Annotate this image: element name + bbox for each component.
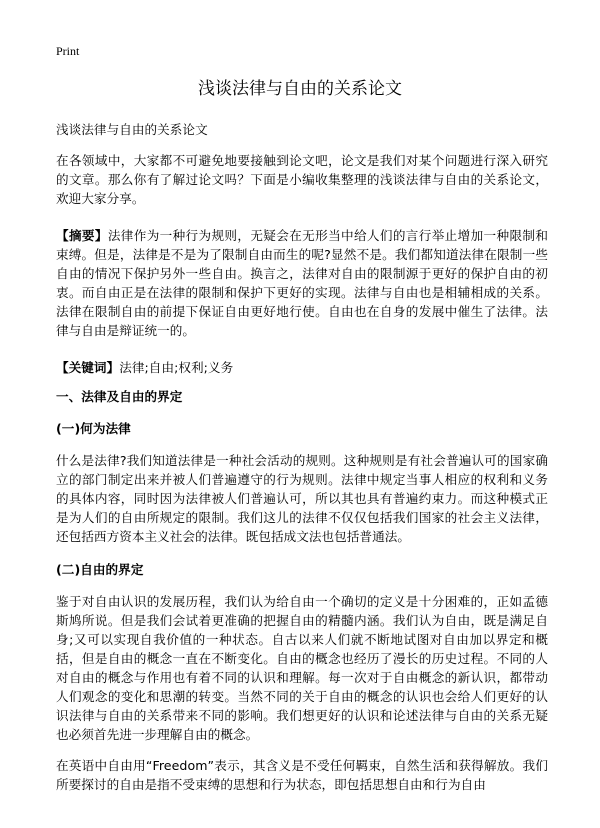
subsection-heading-law: (一)何为法律 <box>56 421 131 436</box>
print-link[interactable]: Print <box>56 44 80 58</box>
subsection-heading-freedom: (二)自由的界定 <box>56 562 144 577</box>
freedom-definition-paragraph: 鉴于对自由认识的发展历程，我们认为给自由一个确切的定义是十分困难的，正如孟德斯鸠所说。但是我们会试着更准确的把握自由的精髓内涵。我们认为自由，既是满足自身;又可以实现自我价值的一种状态。自古以来人们就不断地试图对自由加以界定和概括，但是自由的概念一直在不断变化。自由的概念也经历了漫长的历史过程。不同的人对自由的概念与作用也有着不同的认识和理解。每一次对于自由概念的新认识，都带动人们观念的变化和思潮的转变。当然不同的关于自由的概念的认识也会给人们更好的认识法律与自由的关系带来不同的影响。我们想更好的认识和论述法律与自由的关系无疑也必须首先进一步理解自由的概念。 <box>56 594 548 742</box>
intro-paragraph: 在各领域中，大家都不可避免地要接触到论文吧，论文是我们对某个问题进行深入研究的文章。那么你有了解过论文吗？下面是小编收集整理的浅谈法律与自由的关系论文，欢迎大家分享。 <box>56 153 548 206</box>
keywords-text: 法律;自由;权利;义务 <box>119 360 234 375</box>
section-heading: 一、法律及自由的界定 <box>56 389 183 404</box>
abstract-label: 【摘要】 <box>56 228 108 243</box>
document-body <box>56 120 548 807</box>
law-definition-paragraph: 什么是法律?我们知道法律是一种社会活动的规则。这种规则是有社会普遍认可的国家确立的部门制定出来并被人们普遍遵守的行为规则。法律中规定当事人相应的权利和义务的具体内容，同时因为法律被人们普遍认可，所以其也具有普遍约束力。而这种模式正是为人们的自由所规定的限制。我们这儿的法律不仅仅包括我们国家的社会主义法律，还包括西方资本主义社会的法律。既包括成文法也包括普通法。 <box>56 453 548 544</box>
abstract-text: 法律作为一种行为规则，无疑会在无形当中给人们的言行举止增加一种限制和束缚。但是，法律是不是为了限制自由而生的呢?显然不是。我们都知道法律在限制一些自由的情况下保护另外一些自由。换言之，法律对自由的限制源于更好的保护自由的初衷。而自由正是在法律的限制和保护下更好的实现。法律与自由也是相辅相成的关系。法律在限制自由的前提下保证自由更好地行使。自由也在自身的发展中催生了法律。法律与自由是辩证统一的。 <box>56 228 548 338</box>
keywords-paragraph <box>56 358 548 377</box>
document-title: 浅谈法律与自由的关系论文 <box>198 79 402 99</box>
keywords-label: 【关键词】 <box>56 360 120 375</box>
freedom-english-paragraph: 在英语中自由用“Freedom”表示，其含义是不受任何羁束，自然生活和获得解放。我们所要探讨的自由是指不受束缚的思想和行为状态，即包括思想自由和行为自由 <box>56 758 548 792</box>
abstract-paragraph <box>56 226 548 340</box>
document-subtitle: 浅谈法律与自由的关系论文 <box>56 122 208 137</box>
